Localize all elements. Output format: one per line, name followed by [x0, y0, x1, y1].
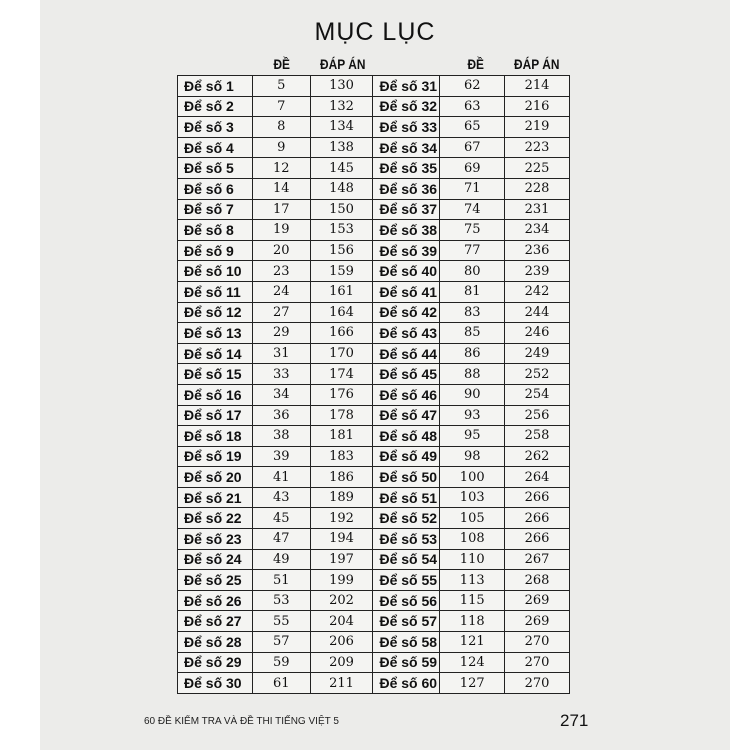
answer-page: 194: [310, 529, 373, 550]
table-row: [178, 261, 570, 282]
exam-label: Để số 34: [373, 137, 440, 158]
table-row: [178, 549, 570, 570]
exam-page: 69: [440, 158, 505, 179]
exam-label: Để số 26: [178, 590, 253, 611]
exam-page: 45: [252, 508, 310, 529]
exam-label: Để số 18: [178, 426, 253, 447]
exam-label: Để số 7: [178, 199, 253, 220]
answer-page: 231: [505, 199, 570, 220]
answer-page: 236: [505, 240, 570, 261]
exam-label: Để số 35: [373, 158, 440, 179]
table-row: [178, 240, 570, 261]
answer-page: 161: [310, 281, 373, 302]
answer-page: 204: [310, 611, 373, 632]
exam-page: 8: [252, 117, 310, 138]
exam-page: 23: [252, 261, 310, 282]
table-row: [178, 632, 570, 653]
exam-label: Để số 40: [373, 261, 440, 282]
contents-table: [177, 75, 570, 694]
exam-page: 100: [440, 467, 505, 488]
answer-page: 197: [310, 549, 373, 570]
exam-page: 118: [440, 611, 505, 632]
answer-page: 170: [310, 343, 373, 364]
answer-page: 219: [505, 117, 570, 138]
exam-page: 105: [440, 508, 505, 529]
exam-label: Để số 29: [178, 652, 253, 673]
exam-page: 88: [440, 364, 505, 385]
exam-label: Để số 32: [373, 96, 440, 117]
answer-page: 242: [505, 281, 570, 302]
answer-page: 256: [505, 405, 570, 426]
answer-page: 262: [505, 446, 570, 467]
answer-page: 199: [310, 570, 373, 591]
exam-label: Để số 15: [178, 364, 253, 385]
header-dap-an-left: ĐÁP ÁN: [320, 56, 366, 72]
answer-page: 189: [310, 487, 373, 508]
exam-label: Để số 55: [373, 570, 440, 591]
exam-page: 71: [440, 178, 505, 199]
exam-label: Để số 49: [373, 446, 440, 467]
answer-page: 138: [310, 137, 373, 158]
exam-page: 90: [440, 384, 505, 405]
exam-label: Để số 56: [373, 590, 440, 611]
table-row: [178, 178, 570, 199]
exam-page: 34: [252, 384, 310, 405]
exam-label: Để số 48: [373, 426, 440, 447]
exam-label: Để số 45: [373, 364, 440, 385]
answer-page: 234: [505, 220, 570, 241]
exam-label: Để số 53: [373, 529, 440, 550]
exam-page: 38: [252, 426, 310, 447]
exam-page: 24: [252, 281, 310, 302]
exam-page: 75: [440, 220, 505, 241]
page-title: MỤC LỤC: [314, 18, 436, 46]
answer-page: 150: [310, 199, 373, 220]
table-row: [178, 96, 570, 117]
table-row: [178, 343, 570, 364]
header-dap-an-right: ĐÁP ÁN: [514, 56, 560, 72]
answer-page: 186: [310, 467, 373, 488]
exam-page: 95: [440, 426, 505, 447]
table-row: [178, 384, 570, 405]
exam-page: 85: [440, 323, 505, 344]
answer-page: 132: [310, 96, 373, 117]
answer-page: 178: [310, 405, 373, 426]
answer-page: 181: [310, 426, 373, 447]
exam-page: 27: [252, 302, 310, 323]
exam-page: 110: [440, 549, 505, 570]
exam-page: 93: [440, 405, 505, 426]
answer-page: 225: [505, 158, 570, 179]
answer-page: 156: [310, 240, 373, 261]
exam-label: Để số 13: [178, 323, 253, 344]
exam-label: Để số 9: [178, 240, 253, 261]
exam-label: Để số 14: [178, 343, 253, 364]
exam-page: 108: [440, 529, 505, 550]
exam-label: Để số 46: [373, 384, 440, 405]
exam-label: Để số 19: [178, 446, 253, 467]
exam-page: 47: [252, 529, 310, 550]
table-row: [178, 199, 570, 220]
answer-page: 159: [310, 261, 373, 282]
exam-label: Để số 2: [178, 96, 253, 117]
exam-label: Để số 44: [373, 343, 440, 364]
exam-label: Để số 12: [178, 302, 253, 323]
exam-label: Để số 24: [178, 549, 253, 570]
exam-page: 115: [440, 590, 505, 611]
exam-label: Để số 16: [178, 384, 253, 405]
exam-page: 67: [440, 137, 505, 158]
exam-page: 49: [252, 549, 310, 570]
exam-page: 81: [440, 281, 505, 302]
exam-page: 121: [440, 632, 505, 653]
exam-label: Để số 39: [373, 240, 440, 261]
table-row: [178, 570, 570, 591]
exam-label: Để số 25: [178, 570, 253, 591]
answer-page: 258: [505, 426, 570, 447]
exam-page: 53: [252, 590, 310, 611]
answer-page: 249: [505, 343, 570, 364]
table-row: [178, 281, 570, 302]
exam-label: Để số 41: [373, 281, 440, 302]
exam-label: Để số 33: [373, 117, 440, 138]
answer-page: 166: [310, 323, 373, 344]
exam-page: 83: [440, 302, 505, 323]
table-row: [178, 652, 570, 673]
header-de-right: ĐỀ: [467, 56, 484, 72]
exam-label: Để số 4: [178, 137, 253, 158]
answer-page: 269: [505, 590, 570, 611]
exam-page: 103: [440, 487, 505, 508]
exam-page: 14: [252, 178, 310, 199]
exam-label: Để số 36: [373, 178, 440, 199]
table-row: [178, 302, 570, 323]
exam-page: 39: [252, 446, 310, 467]
exam-page: 65: [440, 117, 505, 138]
answer-page: 145: [310, 158, 373, 179]
answer-page: 206: [310, 632, 373, 653]
answer-page: 216: [505, 96, 570, 117]
exam-page: 113: [440, 570, 505, 591]
answer-page: 130: [310, 76, 373, 97]
answer-page: 264: [505, 467, 570, 488]
exam-page: 31: [252, 343, 310, 364]
exam-label: Để số 60: [373, 673, 440, 694]
answer-page: 270: [505, 652, 570, 673]
exam-label: Để số 57: [373, 611, 440, 632]
table-row: [178, 405, 570, 426]
answer-page: 246: [505, 323, 570, 344]
exam-label: Để số 8: [178, 220, 253, 241]
table-row: [178, 446, 570, 467]
header-de-left: ĐỀ: [273, 56, 290, 72]
exam-label: Để số 20: [178, 467, 253, 488]
answer-page: 266: [505, 487, 570, 508]
table-row: [178, 117, 570, 138]
answer-page: 254: [505, 384, 570, 405]
exam-label: Để số 54: [373, 549, 440, 570]
exam-label: Để số 52: [373, 508, 440, 529]
exam-label: Để số 27: [178, 611, 253, 632]
answer-page: 270: [505, 632, 570, 653]
table-row: [178, 158, 570, 179]
exam-page: 36: [252, 405, 310, 426]
exam-label: Để số 1: [178, 76, 253, 97]
exam-page: 80: [440, 261, 505, 282]
exam-label: Để số 3: [178, 117, 253, 138]
exam-page: 63: [440, 96, 505, 117]
exam-page: 51: [252, 570, 310, 591]
exam-page: 62: [440, 76, 505, 97]
exam-page: 29: [252, 323, 310, 344]
answer-page: 239: [505, 261, 570, 282]
exam-label: Để số 6: [178, 178, 253, 199]
exam-label: Để số 37: [373, 199, 440, 220]
table-row: [178, 467, 570, 488]
exam-label: Để số 22: [178, 508, 253, 529]
answer-page: 134: [310, 117, 373, 138]
exam-page: 12: [252, 158, 310, 179]
answer-page: 266: [505, 508, 570, 529]
table-row: [178, 487, 570, 508]
exam-page: 59: [252, 652, 310, 673]
exam-label: Để số 11: [178, 281, 253, 302]
table-row: [178, 529, 570, 550]
answer-page: 252: [505, 364, 570, 385]
exam-page: 9: [252, 137, 310, 158]
exam-page: 55: [252, 611, 310, 632]
exam-label: Để số 43: [373, 323, 440, 344]
answer-page: 244: [505, 302, 570, 323]
answer-page: 153: [310, 220, 373, 241]
exam-label: Để số 51: [373, 487, 440, 508]
table-row: [178, 673, 570, 694]
exam-page: 5: [252, 76, 310, 97]
exam-page: 77: [440, 240, 505, 261]
exam-label: Để số 21: [178, 487, 253, 508]
exam-page: 20: [252, 240, 310, 261]
exam-page: 17: [252, 199, 310, 220]
exam-page: 98: [440, 446, 505, 467]
exam-page: 7: [252, 96, 310, 117]
answer-page: 148: [310, 178, 373, 199]
answer-page: 268: [505, 570, 570, 591]
book-title-footer: 60 ĐỀ KIỂM TRA VÀ ĐỀ THI TIẾNG VIỆT 5: [144, 716, 339, 727]
answer-page: 228: [505, 178, 570, 199]
exam-page: 33: [252, 364, 310, 385]
exam-label: Để số 31: [373, 76, 440, 97]
answer-page: 176: [310, 384, 373, 405]
exam-label: Để số 10: [178, 261, 253, 282]
answer-page: 270: [505, 673, 570, 694]
answer-page: 183: [310, 446, 373, 467]
table-row: [178, 323, 570, 344]
exam-page: 57: [252, 632, 310, 653]
exam-page: 124: [440, 652, 505, 673]
table-row: [178, 426, 570, 447]
table-row: [178, 590, 570, 611]
exam-page: 127: [440, 673, 505, 694]
answer-page: 174: [310, 364, 373, 385]
table-row: [178, 137, 570, 158]
exam-page: 41: [252, 467, 310, 488]
exam-label: Để số 38: [373, 220, 440, 241]
exam-page: 61: [252, 673, 310, 694]
answer-page: 192: [310, 508, 373, 529]
exam-page: 74: [440, 199, 505, 220]
exam-label: Để số 59: [373, 652, 440, 673]
exam-label: Để số 5: [178, 158, 253, 179]
table-row: [178, 508, 570, 529]
exam-label: Để số 47: [373, 405, 440, 426]
exam-label: Để số 42: [373, 302, 440, 323]
exam-label: Để số 30: [178, 673, 253, 694]
answer-page: 267: [505, 549, 570, 570]
page-number: 271: [560, 711, 589, 730]
answer-page: 269: [505, 611, 570, 632]
table-row: [178, 611, 570, 632]
answer-page: 202: [310, 590, 373, 611]
exam-label: Để số 50: [373, 467, 440, 488]
exam-page: 86: [440, 343, 505, 364]
exam-label: Để số 58: [373, 632, 440, 653]
table-row: [178, 220, 570, 241]
exam-label: Để số 23: [178, 529, 253, 550]
table-row: [178, 364, 570, 385]
exam-page: 43: [252, 487, 310, 508]
answer-page: 266: [505, 529, 570, 550]
answer-page: 164: [310, 302, 373, 323]
answer-page: 223: [505, 137, 570, 158]
exam-label: Để số 17: [178, 405, 253, 426]
exam-label: Để số 28: [178, 632, 253, 653]
table-row: [178, 76, 570, 97]
answer-page: 214: [505, 76, 570, 97]
answer-page: 209: [310, 652, 373, 673]
exam-page: 19: [252, 220, 310, 241]
answer-page: 211: [310, 673, 373, 694]
